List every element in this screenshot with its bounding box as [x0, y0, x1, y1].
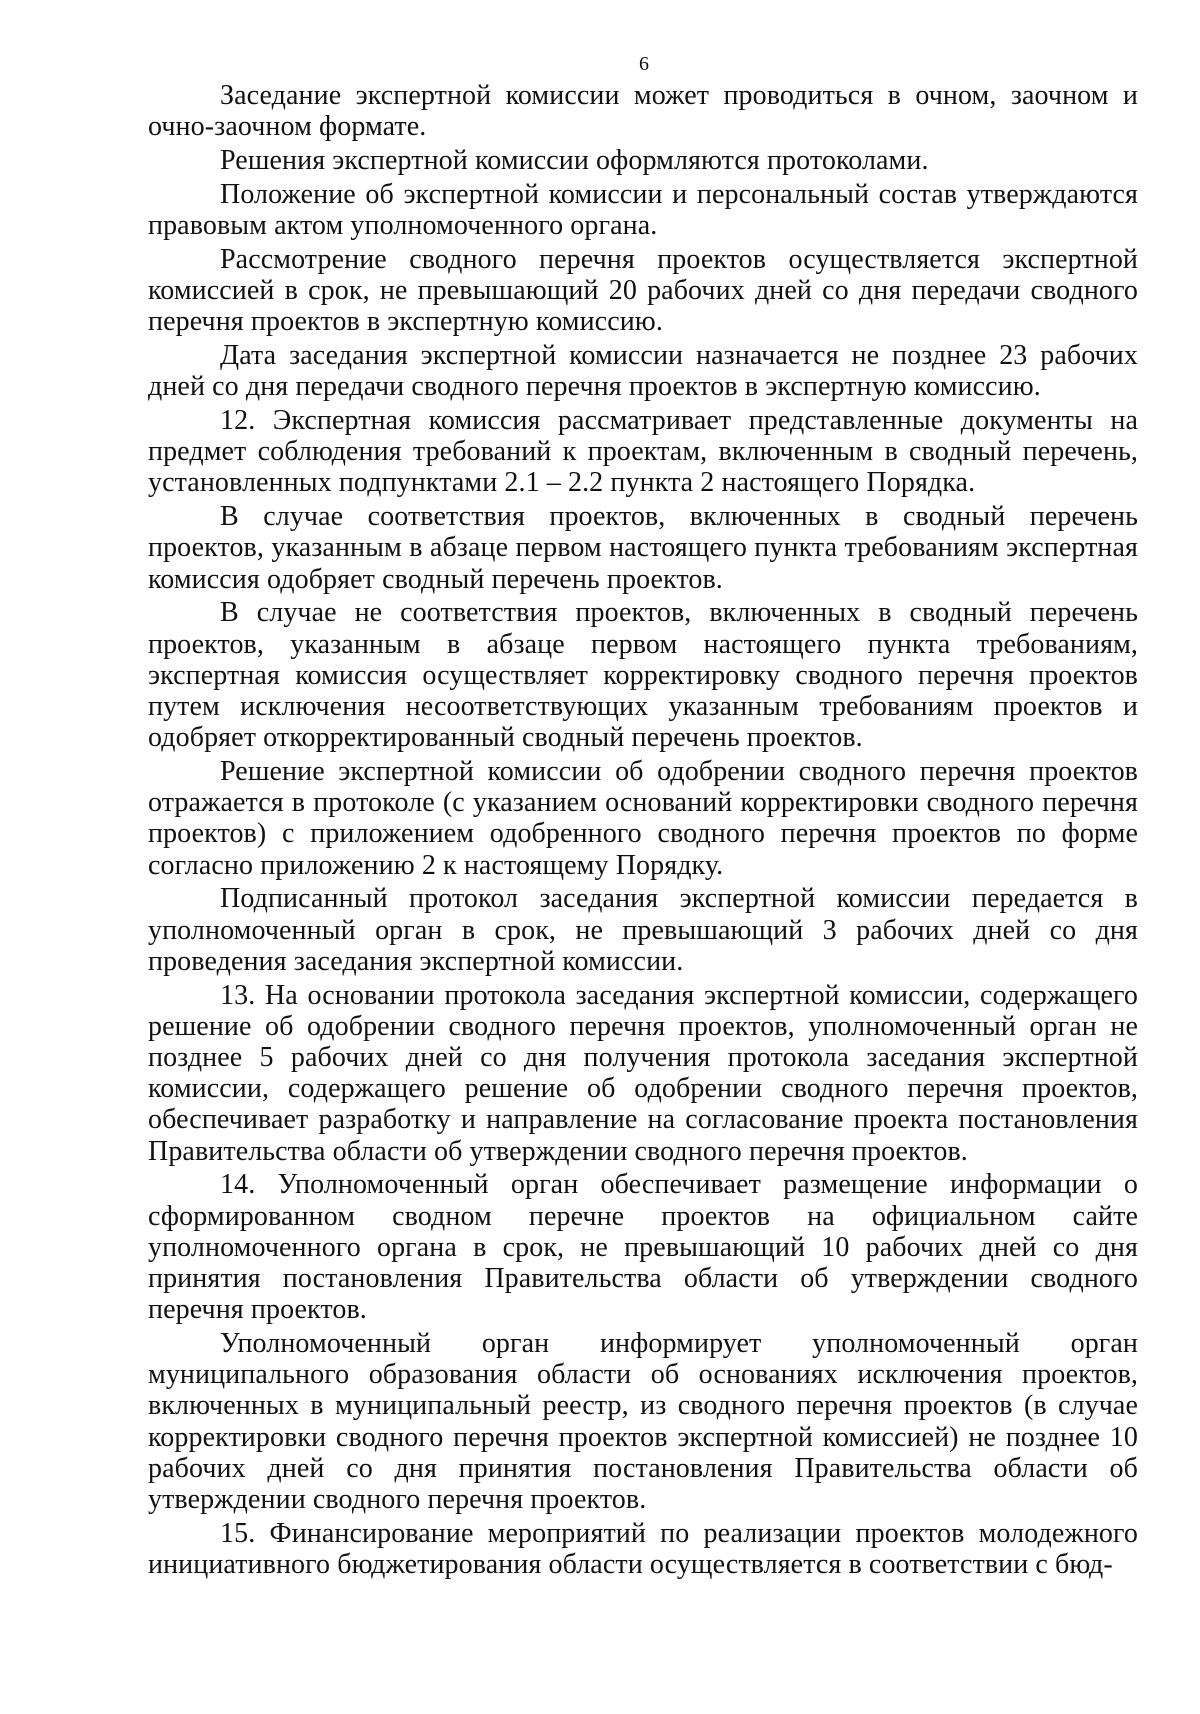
paragraph-compliance: В случае соответствия проектов, включенных в сводный перечень проектов, указанным в абзаце первом настоящего пункта требованиям экспертная комиссия одобряет сводный перечень проектов. [148, 501, 1138, 595]
paragraph-municipal-notice: Уполномоченный орган информирует уполномоченный орган муниципального образования области об основаниях исключения проектов, включенных в муниципальный реестр, из сводного перечня проектов (в случае корректировки сводного перечня проектов экспертной комиссией) не позднее 10 рабочих дней со дня принятия постановления Правительства области об утверждении сводного перечня проектов. [148, 1328, 1138, 1516]
paragraph-session-format: Заседание экспертной комиссии может проводиться в очном, заочном и очно-заочном формате. [148, 80, 1138, 143]
document-page [148, 52, 1138, 1583]
paragraph-item-15: 15. Финансирование мероприятий по реализации проектов молодежного инициативного бюджетирования области осуществляется в соответствии с бюд- [148, 1517, 1138, 1581]
page-number: 6 [639, 53, 649, 75]
paragraph-approval-protocol: Решение экспертной комиссии об одобрении сводного перечня проектов отражается в протоколе (с указанием оснований корректировки сводного перечня проектов) с приложением одобренного сводного перечня проектов по форме согласно приложению 2 к настоящему Порядку. [148, 756, 1138, 881]
paragraph-item-12: 12. Экспертная комиссия рассматривает представленные документы на предмет соблюдения требований к проектам, включенным в сводный перечень, установленных подпунктами 2.1 – 2.2 пункта 2 настоящего Порядка. [148, 405, 1138, 499]
paragraph-review-term: Рассмотрение сводного перечня проектов осуществляется экспертной комиссией в срок, не превышающий 20 рабочих дней со дня передачи сводного перечня проектов в экспертную комиссию. [148, 243, 1138, 338]
paragraph-item-14: 14. Уполномоченный орган обеспечивает размещение информации о сформированном сводном перечне проектов на официальном сайте уполномоченного органа в срок, не превышающий 10 рабочих дней со дня принятия постановления Правительства области об утверждении сводного перечня проектов. [148, 1169, 1138, 1326]
paragraph-commission-regulation: Положение об экспертной комиссии и персональный состав утверждаются правовым актом уполномоченного органа. [148, 178, 1138, 241]
paragraph-session-date: Дата заседания экспертной комиссии назначается не позднее 23 рабочих дней со дня передачи сводного перечня проектов в экспертную комиссию. [148, 340, 1138, 403]
paragraph-non-compliance: В случае не соответствия проектов, включенных в сводный перечень проектов, указанным в абзаце первом настоящего пункта требованиям, экспертная комиссия осуществляет корректировку сводного перечня проектов путем исключения несоответствующих указанным требованиям проектов и одобряет откорректированный сводный перечень проектов. [148, 597, 1138, 754]
paragraph-item-13: 13. На основании протокола заседания экспертной комиссии, содержащего решение об одобрении сводного перечня проектов, уполномоченный орган не позднее 5 рабочих дней со дня получения протокола заседания экспертной комиссии, содержащего решение об одобрении сводного перечня проектов, обеспечивает разработку и направление на согласование проекта постановления Правительства области об утверждении сводного перечня проектов. [148, 979, 1138, 1167]
paragraph-decisions-protocols: Решения экспертной комиссии оформляются протоколами. [220, 145, 929, 176]
paragraph-signed-protocol: Подписанный протокол заседания экспертной комиссии передается в уполномоченный орган в срок, не превышающий 3 рабочих дней со дня проведения заседания экспертной комиссии. [148, 883, 1138, 977]
